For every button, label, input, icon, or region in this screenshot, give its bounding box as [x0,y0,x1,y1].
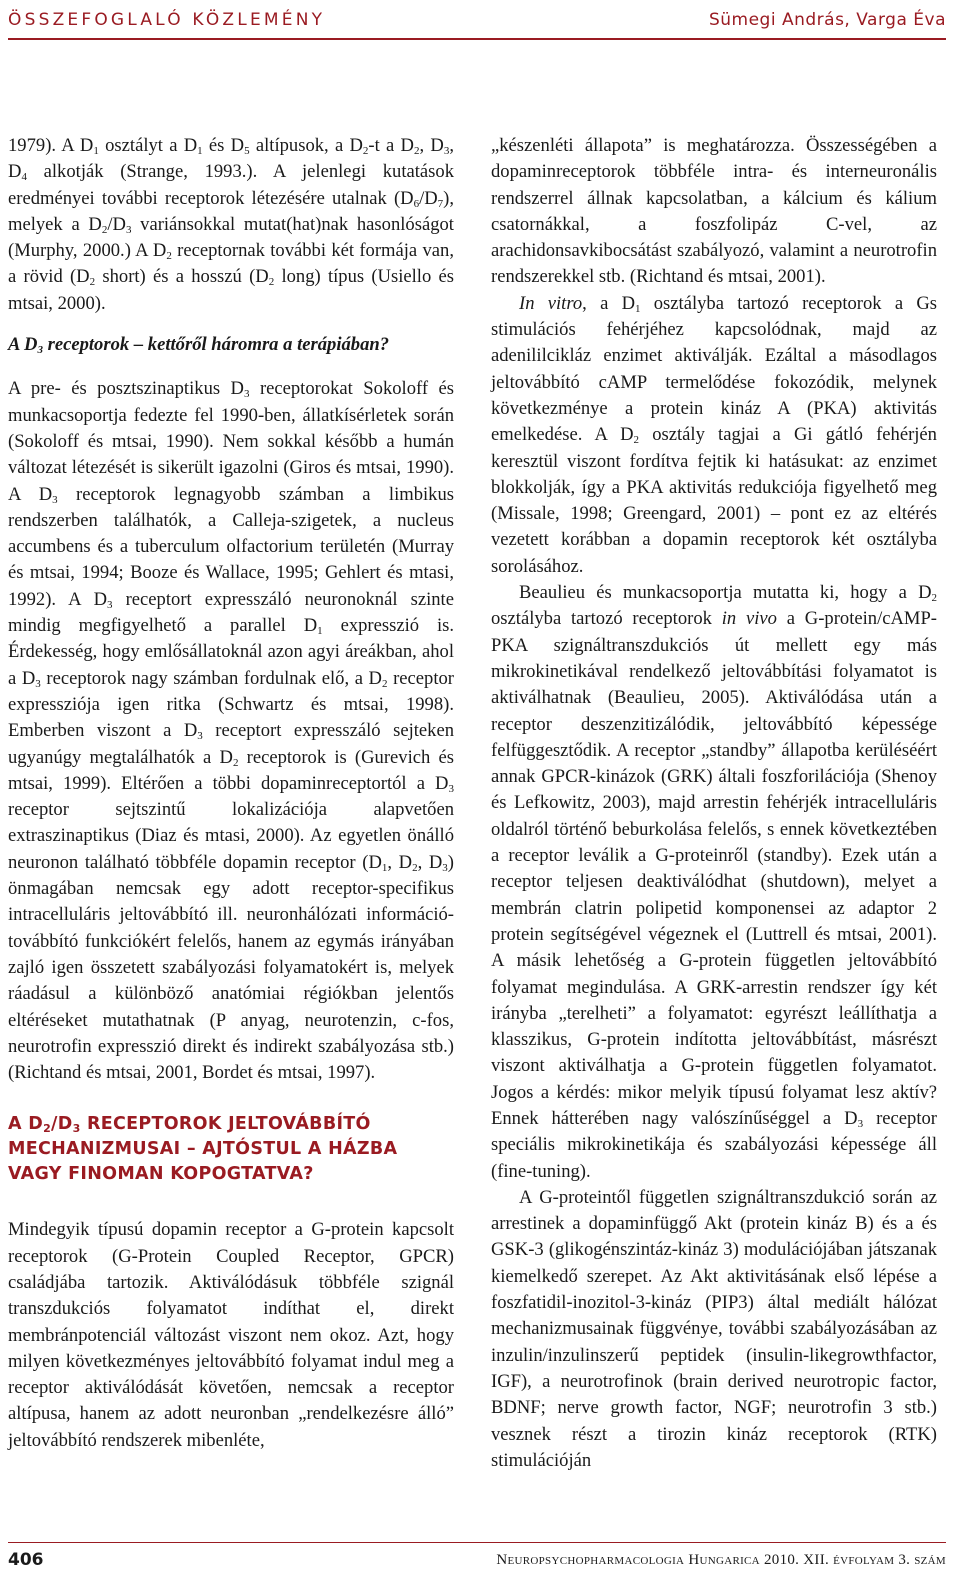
paragraph-3: Mindegyik típusú dopamin receptor a G-protein kapcsolt receptorok (G-Protein Coupled Receptor, GPCR) családjába tartozik. Aktiválódásuk többféle szignál transzdukciós folyamatot indíthat el, direkt membránpotenciál változást viszont nem okoz. Azt, hogy milyen következményes jeltovábbító folyamat indul meg a receptor aktiválódását követően, nemcsak a receptor altípusa, hanem az adott neuronban „rendelkezésre álló” jeltovábbító rendszerek mibenléte, [8,1219,454,1451]
running-header [8,2,946,40]
right-column [491,133,937,1474]
page-number: 406 [8,1550,44,1570]
paragraph-r3: Beaulieu és munkacsoportja mutatta ki, hogy a $D_2$ osztályba tartozó receptorok in vivo a G-protein/cAMP-PKA szignáltranszdukciós út mellett egy más mikrokinetikával rendelkező jeltovábbítási folyamatot is aktiválhatnak (Beaulieu, 2005). Aktiválódása után a receptor deszenzitizálódik, jeltovábbító képessége felfüggesztődik. A receptor „standby” állapotba kerüléséért annak GPCR-kinázok (GRK) általi foszforilációja (Shenoy és Lefkowitz, 2003), majd arrestin fehérjék intracelluláris oldalról történő beburkolása felelős, s ennek következtében a receptor leválik a G-proteinről (standby). Ezek után a receptor teljesen deaktiválódhat (shutdown), melyet a membrán clatrin polipetid komponensei az adaptor 2 protein segítségével végeznek el (Luttrell és mtsai, 2001). A másik lehetőség a G-protein független jeltovábbító folyamat megindulása. A GRK-arrestin rendszer így két irányba „terelheti” a folyamatot: egyrészt leállíthatja a klasszikus, G-protein indította jeltovábbítást, másrészt viszont aktiválhatja a G-protein független folyamatot. Jogos a kérdés: mikor melyik típusú folyamat lesz aktív? Ennek hátterében nagy valószínűséggel a $D_3$ receptor speciális mikrokinetikája és szabályozási képessége áll (fine-tuning). [491,582,937,1182]
footer-divider [8,1542,946,1543]
paragraph-2: A pre- és posztszinaptikus $D_3$ receptorokat Sokoloff és munkacsoportja fedezte fel 1990-ben, állatkísérletek során (Sokoloff és mtsai, 1990). Nem sokkal később a humán változat létezését is sikerült igazolni (Giros és mtsai, 1990). A $D_3$ receptorok legnagyobb számban a limbikus rendszerben találhatók, a Calleja-szigetek, a nucleus accumbens és a tuberculum olfactorium területén (Murray és mtsai, 1994; Booze és Wallace, 1995; Gehlert és mtasi, 1992). A $D_3$ receptort expresszáló neuronoknál szinte mindig megfigyelhető a parallel $D_1$ expresszió is. Érdekesség, hogy emlősállatoknál azon agyi áreákban, ahol a $D_3$ receptorok nagy számban fordulnak elő, a $D_2$ receptor expressziója igen ritka (Schwartz és mtsai, 1998). Emberben viszont a $D_3$ receptort expresszáló sejteken ugyanúgy megtalálhatók a $D_2$ receptorok is (Gurevich és mtsai, 1999). Eltérően a többi dopaminreceptortól a $D_3$ receptor sejtszintű lokalizációja alapvetően extraszinaptikus (Diaz és mtasi, 2000). Az egyetlen önálló neuronon található többféle dopamin receptor ($D_1$, $D_2$, $D_3$) önmagában nemcsak egy adott receptor-specifikus intracelluláris jeltovábbító ill. neuronhálózati információ-továbbító funkciókért felelős, hanem az egymás irányában zajló igen összetett szabályozási folyamatokért is, melyek ráadásul a különböző anatómiai régiókban jelentős eltéréseket mutathatnak (P anyag, neurotenzin, c-fos, neurotrofin expresszió direkt és indirekt szabályozása stb.) (Richtand és mtsai, 2001, Bordet és mtsai, 1997). [8,378,455,1084]
journal-citation: Neuropsychopharmacologia Hungarica 2010. XII. évfolyam 3. szám [496,1552,946,1568]
section-label: ÖSSZEFOGLALÓ KÖZLEMÉNY [8,10,326,30]
section-heading: A $D_2/D_3$ RECEPTOROK JELTOVÁBBÍTÓ MECHANIZMUSAI – AJTÓSTUL A HÁZBA VAGY FINOMAN KOPOGTATVA? [8,1114,398,1185]
subheading-d3: A $D_3$ receptorok – kettőről háromra a terápiában? [8,334,390,357]
paragraph-1: 1979). A $D_1$ osztályt a $D_1$ és $D_5$ altípusok, a $D_2-t$ a $D_2$, $D_3$, $D_4$ alkotják (Strange, 1993.). A jelenlegi kutatások eredményei további receptorok létezésére utalnak $(D_6/D_7)$, melyek a $D_2/D_3$ variánsokkal mutat(hat)nak hasonlóságot (Murphy, 2000.) A $D_2$ receptornak további két formája van, a rövid ($D_2$ short) és a hosszú ($D_2$ long) típus (Usiello és mtsai, 2000). [8,135,455,314]
authors-label: Sümegi András, Varga Éva [708,10,946,30]
paragraph-r1: „készenléti állapota” is meghatározza. Összességében a dopaminreceptorok többféle intra- és interneuronális rendszerrel állnak kapcsolatban, a kálcium és kálium csatornákkal, a foszfolipáz C-vel, az arachidonsavkibocsátást szabályozó, valamint a neurotrofin rendszerekkel stb. (Richtand és mtsai, 2001). [491,135,937,288]
left-column [8,133,454,1454]
paragraph-r4: A G-proteintől független szignáltranszdukció során az arrestinek a dopaminfüggő Akt (protein kináz B) és a és GSK-3 (glikogénszintáz-kináz 3) modulációjában játszanak kiemelkedő szerepet. Az Akt aktivitásának első lépése a foszfatidil-inozitol-3-kináz (PIP3) által mediált hálózat mechanizmusainak függvénye, további szabályozásában az inzulin/inzulinszerű peptidek (insulin-likegrowthfactor, IGF), a neurotrofinok (brain derived neurotropic factor, BDNF; nerve growth factor, NGF; neurotrofin 3 stb.) vesznek részt a tirozin kináz receptorok (RTK) stimulációján [491,1186,937,1471]
paragraph-r2: In vitro, a $D_1$ osztályba tartozó receptorok a Gs stimulációs fehérjéhez kapcsolódnak, majd az adenililcikláz enzimet aktiválják. Ezáltal a másodlagos jeltovábbító cAMP termelődése fokozódik, melynek következménye a protein kináz A (PKA) aktivitás emelkedése. A $D_2$ osztály tagjai a Gi gátló fehérjén keresztül viszont fordítva fejtik ki hatásukat: az enzimet blokkolják, így a PKA aktivitás redukciója figyelhető meg (Missale, 1998; Greengard, 2001) – pont ez az eltérés vezetett korábban a dopamin receptorok két osztályba sorolásához. [491,292,937,577]
